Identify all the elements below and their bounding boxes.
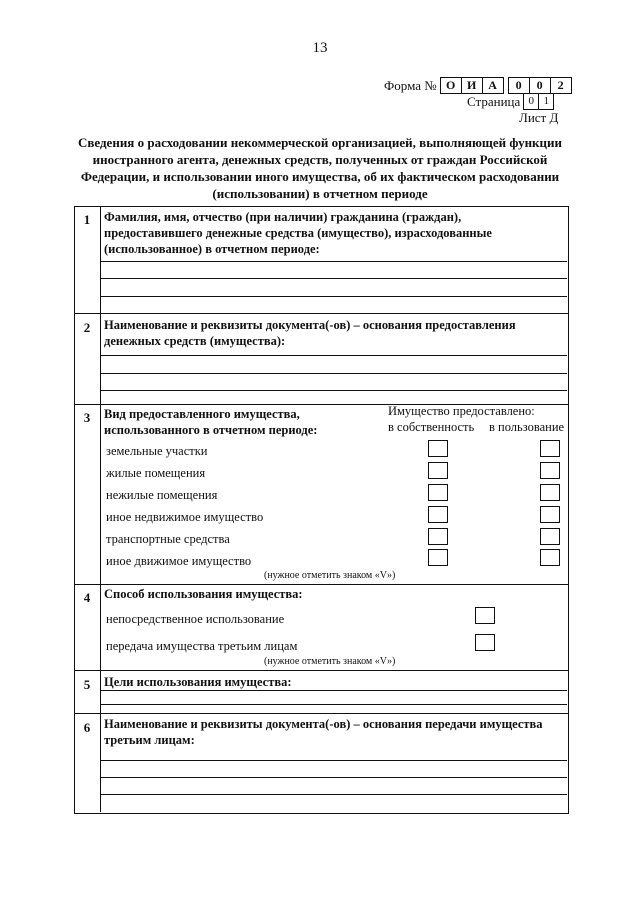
page-number: 13 (312, 40, 328, 56)
section-separator (74, 584, 568, 585)
fill-line[interactable] (100, 355, 567, 356)
sheet-label: Лист Д (519, 110, 559, 125)
form-code-cell: А (483, 77, 504, 94)
fill-line[interactable] (100, 690, 567, 691)
page-cells (523, 93, 554, 110)
mark-note: (нужное отметить знаком «V») (264, 570, 396, 581)
section-number: 5 (83, 677, 91, 692)
section-number: 4 (83, 590, 91, 605)
section-separator (74, 313, 568, 314)
form-code-cell: 0 (530, 77, 551, 94)
property-type-other-movable: иное движимое имущество (106, 554, 252, 568)
property-type-nonresidential: нежилые помещения (106, 488, 218, 502)
usage-third-party-checkbox[interactable] (475, 634, 495, 651)
property-type-land: земельные участки (106, 444, 208, 458)
fill-line[interactable] (100, 777, 567, 778)
section-title: Наименование и реквизиты документа(-ов) – основания передачи имущества третьим лицам: (104, 717, 543, 747)
use-checkbox[interactable] (540, 484, 560, 501)
fill-line[interactable] (100, 794, 567, 795)
usage-direct-checkbox[interactable] (475, 607, 495, 624)
form-code-cell: 2 (551, 77, 572, 94)
section-title: Цели использования имущества: (104, 675, 292, 689)
page-cell: 0 (524, 93, 539, 110)
column-use: в пользование (489, 420, 565, 434)
use-checkbox[interactable] (540, 506, 560, 523)
use-checkbox[interactable] (540, 462, 560, 479)
form-code-cell: И (462, 77, 483, 94)
own-checkbox[interactable] (428, 528, 448, 545)
section-title: Наименование и реквизиты документа(-ов) – основания предоставления денежных средств (имущества): (104, 318, 516, 348)
use-checkbox[interactable] (540, 549, 560, 566)
section-separator (74, 670, 568, 671)
own-checkbox[interactable] (428, 440, 448, 457)
property-type-residential: жилые помещения (106, 466, 206, 480)
usage-direct: непосредственное использование (106, 612, 285, 626)
fill-line[interactable] (100, 373, 567, 374)
form-code-cells-2 (508, 77, 572, 94)
section-title: Фамилия, имя, отчество (при наличии) гражданина (граждан), предоставившего денежные средства (имущество), израсходованные (использованное) в отчетном периоде: (104, 210, 492, 256)
section-number: 6 (83, 720, 91, 735)
use-checkbox[interactable] (540, 440, 560, 457)
page-cell: 1 (539, 93, 554, 110)
page-label: Страница (467, 93, 521, 109)
fill-line[interactable] (100, 760, 567, 761)
property-type-other-real-estate: иное недвижимое имущество (106, 510, 264, 524)
page-counter (467, 93, 554, 110)
use-checkbox[interactable] (540, 528, 560, 545)
form-code-cells (440, 77, 504, 94)
column-own: в собственность (388, 420, 475, 434)
section-number: 1 (83, 212, 91, 227)
fill-line[interactable] (100, 704, 567, 705)
section-title: Способ использования имущества: (104, 587, 303, 601)
form-number (384, 77, 572, 94)
section-number: 3 (83, 410, 91, 425)
fill-line[interactable] (100, 390, 567, 391)
provided-header: Имущество предоставлено: (388, 404, 535, 418)
own-checkbox[interactable] (428, 462, 448, 479)
document-title: Сведения о расходовании некоммерческой организацией, выполняющей функции иностранного агента, денежных средств, полученных от граждан Российской Федерации, и использовании иного имущества, об их фактическом расходовании (использовании) в отчетном периоде (77, 135, 563, 201)
own-checkbox[interactable] (428, 506, 448, 523)
section-separator (74, 713, 568, 714)
fill-line[interactable] (100, 261, 567, 262)
usage-third-party: передача имущества третьим лицам (106, 639, 298, 653)
form-code-cell: 0 (509, 77, 530, 94)
own-checkbox[interactable] (428, 549, 448, 566)
property-type-vehicles: транспортные средства (106, 532, 230, 546)
fill-line[interactable] (100, 278, 567, 279)
section-title: Вид предоставленного имущества, использованного в отчетном периоде: (104, 407, 318, 437)
mark-note: (нужное отметить знаком «V») (264, 656, 396, 667)
own-checkbox[interactable] (428, 484, 448, 501)
section-number: 2 (83, 320, 91, 335)
fill-line[interactable] (100, 296, 567, 297)
form-code-cell: О (441, 77, 462, 94)
form-label: Форма № (384, 77, 437, 93)
